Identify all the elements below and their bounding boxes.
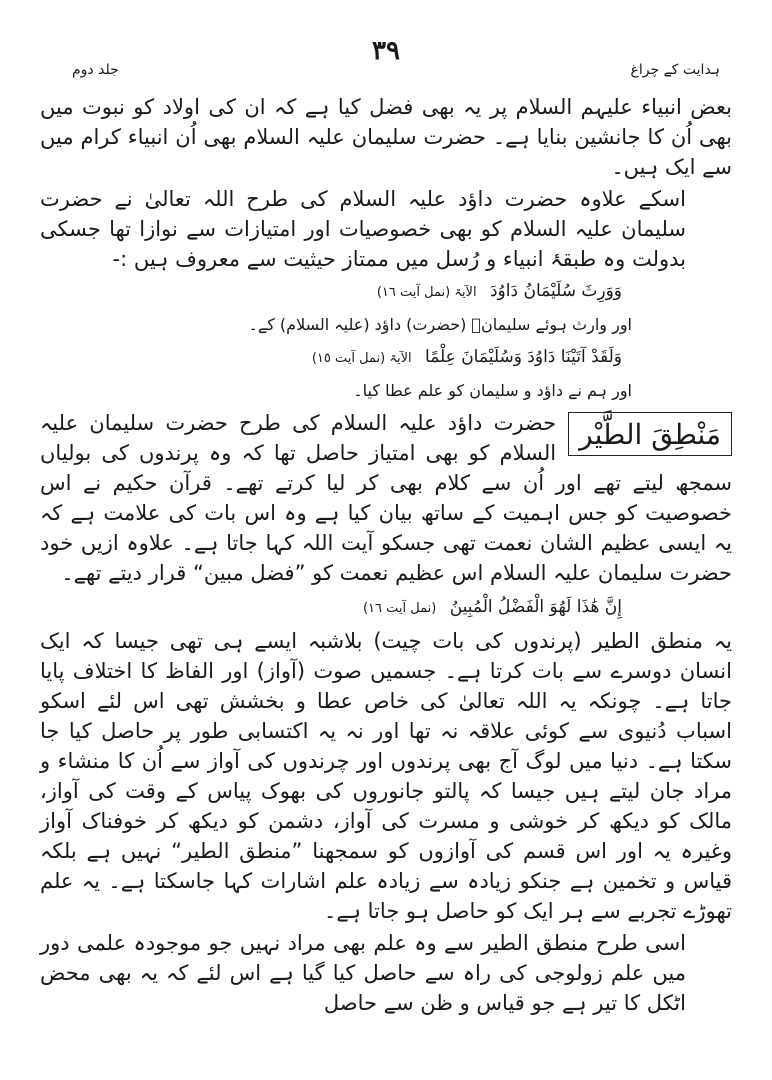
verse-2-reference: الآیۃ (نمل آیت ١٥) [311, 351, 412, 366]
paragraph-4: یہ منطق الطیر (پرندوں کی بات چیت) بلاشبہ ایسے ہی تھی جیسا کہ ایک انسان دوسرے سے بات کرتا ہے۔ جسمیں صوت (آواز) اور الفاظ کا اختلاف پایا جاتا ہے۔ چونکہ یہ اللہ تعالیٰ کی خاص عطا و بخشش تھی اس لئے اسکو اسباب دُنیوی سے کوئی علاقہ نہ تھا اور نہ یہ اکتسابی طور پر حاصل کیا جا سکتا ہے۔ دنیا میں لوگ آج بھی پرندوں اور چرندوں کی آواز سے اُن کا منشاء و مراد جان لیتے ہیں جیسا کہ پالتو جانوروں کی بھوک پیاس کے وقت کی آواز، مالک کو دیکھ کر خوشی و مسرت کی آواز، دشمن کو دیکھ کر خوفناک آواز وغیرہ یہ اور اس قسم کی آوازوں کو سمجھنا ”منطق الطیر“ نہیں ہے بلکہ قیاس و تخمین ہے جنکو زیادہ سے زیادہ علم اشارات کہا جاسکتا ہے۔ یہ علم تھوڑے تجربے سے ہر ایک کو حاصل ہو جاتا ہے۔ [40, 629, 732, 923]
verse-3-reference: (نمل آیت ١٦) [362, 601, 437, 616]
verse-2-text: وَلَقَدْ آتَيْنَا دَاوُدَ وَسُلَيْمَانَ عِلْمًا [425, 347, 622, 367]
paragraph-2: اسکے علاوہ حضرت داؤد علیہ السلام کی طرح اللہ تعالیٰ نے حضرت سلیمان علیہ السلام کو بھی خصوصیات اور امتیازات سے نوازا تھا جسکی بدولت وہ طبقۂ انبیاء و رُسل میں ممتاز حیثیت سے معروف ہیں :- [40, 187, 686, 271]
translation-2: اور ہم نے داؤد و سلیمان کو علم عطا کیا۔ [353, 381, 632, 400]
verse-1-text: وَوَرِثَ سُلَيْمَانُ دَاوُدَ [489, 281, 622, 301]
running-header-volume: جلد دوم [72, 62, 119, 78]
paragraph-5: اسی طرح منطق الطیر سے وہ علم بھی مراد نہیں جو موجودہ علمی دور میں علم زولوجی کی راہ سے حاصل کیا گیا ہے اس لئے کہ یہ بھی محض اٹکل کا تیر ہے جو قیاس و ظن سے حاصل [40, 931, 686, 1015]
page-number: ٣٩ [372, 36, 400, 66]
paragraph-3: حضرت داؤد علیہ السلام کی طرح حضرت سلیمان علیہ السلام کو بھی امتیاز حاصل تھا کہ وہ پرندوں کی بولیاں سمجھ لیتے تھے اور اُن سے کلام بھی کر لیا کرتے تھے۔ قرآن حکیم نے اس خصوصیت کو جس اہمیت کے ساتھ بیان کیا ہے وہ اس بات کی علامت ہے کہ یہ ایسی عظیم الشان نعمت تھی جسکو آیت اللہ کہا جاتا ہے۔ علاوہ ازیں خود حضرت سلیمان علیہ السلام اس عظیم نعمت کو ”فضل مبین“ قرار دیتے تھے۔ [40, 411, 732, 585]
verse-1-reference: الآیۃ (نمل آیت ١٦) [376, 285, 477, 300]
paragraph-1: بعض انبیاء علیہم السلام پر یہ بھی فضل کیا ہے کہ ان کی اولاد کو نبوت میں بھی اُن کا جانشین بنایا ہے۔ حضرت سلیمان علیہ السلام بھی اُن انبیاء کرام میں سے ایک ہیں۔ [40, 95, 732, 179]
section-heading: مَنْطِقَ الطَّيْر [568, 412, 732, 456]
running-header-title: ہدایت کے چراغ [630, 62, 720, 78]
verse-3-text: إِنَّ هَٰذَا لَهُوَ الْفَضْلُ الْمُبِينُ [449, 597, 622, 617]
quranic-verse-1 [40, 278, 732, 306]
quranic-verse-2 [40, 344, 732, 372]
quranic-verse-3 [40, 594, 732, 622]
translation-1: اور وارث ہوئے سلیمانؑ (حضرت) داؤد (علیہ السلام) کے۔ [248, 315, 632, 334]
page-body [40, 92, 732, 1020]
